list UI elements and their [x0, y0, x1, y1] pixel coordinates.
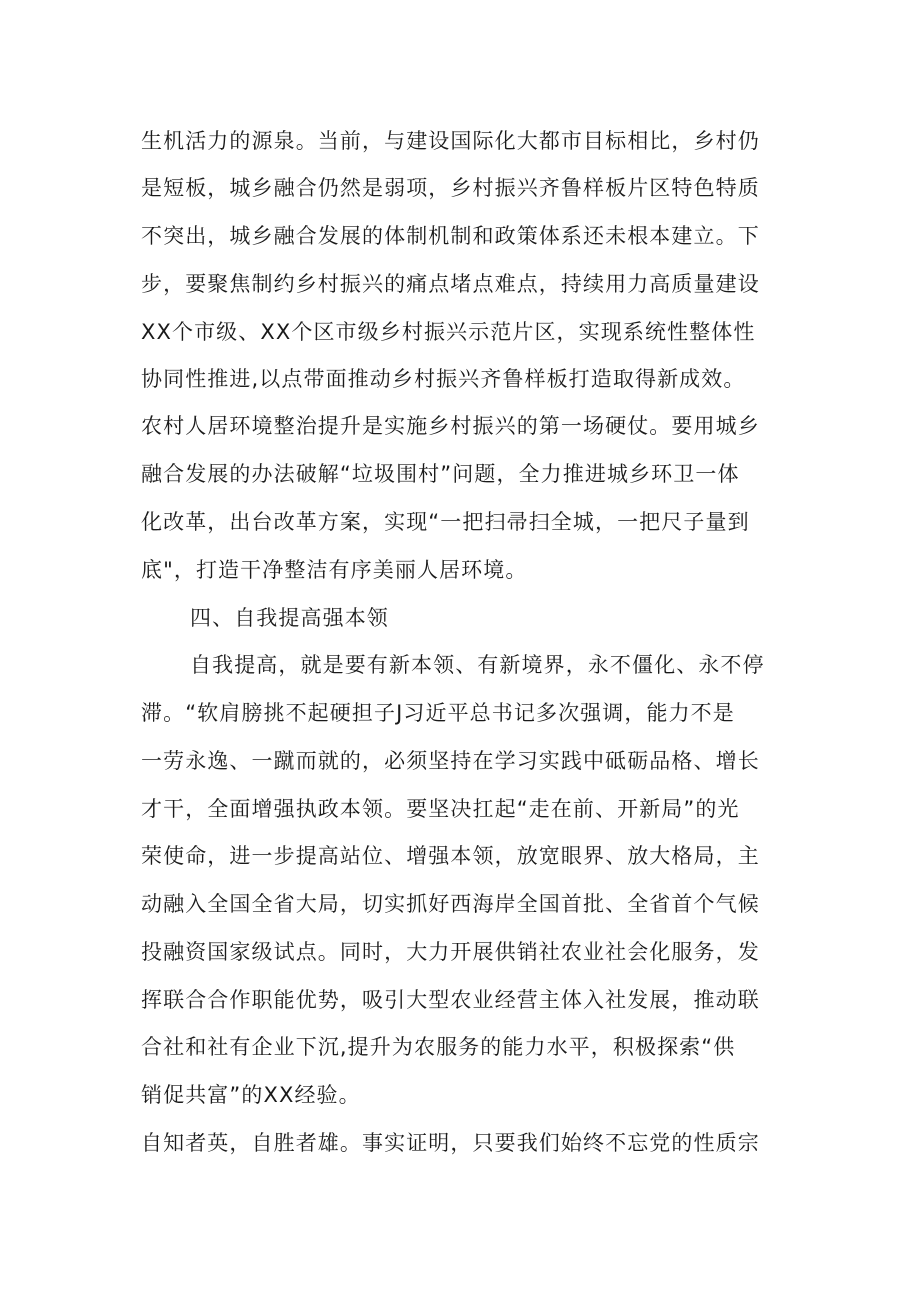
- text-line: 融合发展的办法破解“垃圾围村”问题，全力推进城乡环卫一体: [141, 462, 740, 486]
- text-line: 不突出，城乡融合发展的体制机制和政策体系还未根本建立。下: [141, 224, 760, 248]
- text-line: 协同性推进,以点带面推动乡村振兴齐鲁样板打造取得新成效。: [141, 367, 746, 391]
- text-line: 挥联合合作职能优势，吸引大型农业经营主体入社发展，推动联: [141, 988, 760, 1012]
- text-line: 合社和社有企业下沉,提升为农服务的能力水平，积极探索“供: [141, 1035, 736, 1059]
- text-line: 自知者英，自胜者雄。事实证明，只要我们始终不忘党的性质宗: [141, 1131, 760, 1155]
- text-line: 才干，全面增强执政本领。要坚决扛起“走在前、开新局”的光: [141, 797, 740, 821]
- text-line: 投融资国家级试点。同时，大力开展供销社农业社会化服务，发: [141, 940, 760, 964]
- text-line: 步，要聚焦制约乡村振兴的痛点堵点难点，持续用力高质量建设: [141, 272, 760, 296]
- text-line: 荣使命，进一步提高站位、增强本领，放宽眼界、放大格局，主: [141, 844, 760, 868]
- text-line: 一劳永逸、一蹴而就的，必须坚持在学习实践中砥砺品格、增长: [141, 749, 760, 773]
- text-line: 动融入全国全省大局，切实抓好西海岸全国首批、全省首个气候: [141, 892, 760, 916]
- text-line: 滞。“软肩膀挑不起硬担子J习近平总书记多次强调，能力不是: [141, 701, 735, 725]
- text-line: 化改革，出台改革方案，实现“一把扫帚扫全城，一把尺子量到: [141, 510, 750, 534]
- text-line: 生机活力的源泉。当前，与建设国际化大都市目标相比，乡村仍: [141, 129, 760, 153]
- text-line: XX个市级、XX个区市级乡村振兴示范片区，实现系统性整体性: [141, 320, 756, 344]
- text-line: 是短板，城乡融合仍然是弱项，乡村振兴齐鲁样板片区特色特质: [141, 176, 760, 200]
- text-line: 农村人居环境整治提升是实施乡村振兴的第一场硬仗。要用城乡: [141, 414, 760, 438]
- section-heading: 四、自我提高强本领: [190, 606, 389, 630]
- text-line: 自我提高，就是要有新本领、有新境界，永不僵化、永不停: [190, 653, 765, 677]
- text-line: 底"，打造干净整洁有序美丽人居环境。: [141, 558, 528, 582]
- text-line: 销促共富”的XX经验。: [141, 1083, 361, 1107]
